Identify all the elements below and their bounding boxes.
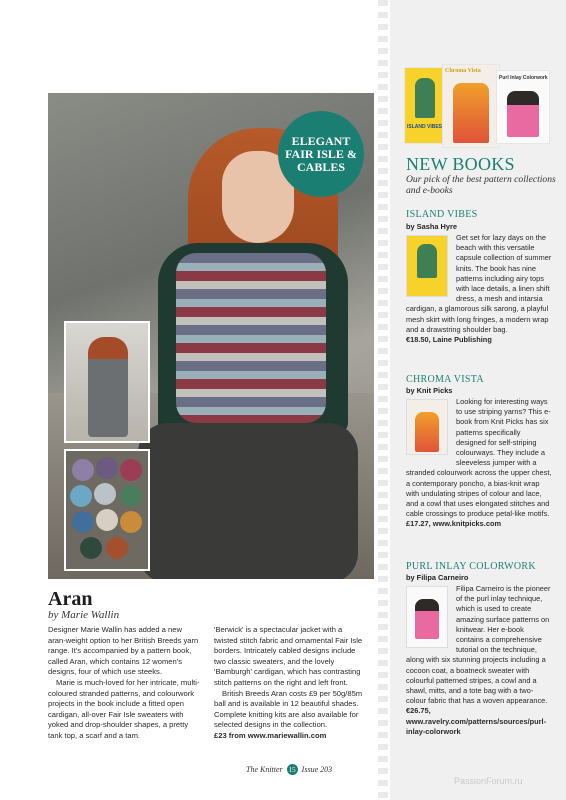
- section-text: Filipa Carneiro is the pioneer of the purl inlay technique, which is used to create amazing surface patterns on knitwear. Her e-book contains a comprehensive tutorial on the technique, along with six stunning projects including a cocoon coat, a boatneck sweater with colourful patterned stripes, a cowl and a shawl, mitts, and a tote bag with a two-colour fabric that has a woven appearance.: [406, 584, 551, 706]
- cardigan-thumbnail: [64, 321, 150, 443]
- cover-model: [507, 91, 539, 137]
- cover-title: ISLAND VIBES: [407, 124, 443, 130]
- section-body: [406, 233, 552, 345]
- purl-inlay-thumbnail: [406, 586, 448, 648]
- sidebar-heading: NEW BOOKS: [406, 154, 515, 174]
- cover-model: [415, 78, 435, 118]
- cover-model: [453, 83, 489, 143]
- paragraph: Marie is much-loved for her intricate, multi-coloured stranded patterns, and colourwork projects in the book include a fitted open cardigan, all-over Fair Isle sweaters with yoked and drop-shoulder shapes, a pretty tank top, a scarf and a tam.: [48, 677, 200, 740]
- purl-inlay-cover: [496, 70, 550, 144]
- fair-isle-vest: [176, 253, 326, 423]
- watermark: PassionForum.ru: [454, 776, 523, 786]
- section-body: [406, 397, 552, 530]
- sidebar-subheading: Our pick of the best pattern collections and e-books: [406, 174, 556, 196]
- section-title: PURL INLAY COLORWORK: [406, 561, 536, 572]
- cover-model: [415, 599, 439, 639]
- paragraph: 'Berwick' is a spectacular jacket with a twisted stitch fabric and ornamental Fair Isle borders. Intricately cabled designs include two classic sweaters, and the lovely 'Bamburgh' cardigan, which has contrasting stitch patterns on the right and left front.: [214, 625, 363, 687]
- article-byline: by Marie Wallin: [48, 609, 120, 621]
- section-title: ISLAND VIBES: [406, 209, 478, 220]
- paragraph: British Breeds Aran costs £9 per 50g/85m ball and is available in 12 beautiful shades. Complete knitting kits are also available for selected designs in the collection.: [214, 688, 363, 730]
- magazine-name: The Knitter: [246, 765, 283, 774]
- section-author: by Filipa Carneiro: [406, 573, 469, 582]
- island-vibes-thumbnail: [406, 235, 448, 297]
- yarn-ball: [70, 485, 92, 507]
- yarn-ball: [120, 459, 142, 481]
- yarn-ball: [96, 457, 118, 479]
- cover-title: Purl Inlay Colorwork: [499, 75, 548, 81]
- feature-badge: ELEGANT FAIR ISLE & CABLES: [278, 111, 364, 197]
- island-vibes-cover: [404, 67, 446, 144]
- yarn-ball: [120, 511, 142, 533]
- chroma-vista-thumbnail: [406, 399, 448, 455]
- yarn-ball: [72, 459, 94, 481]
- decorative-ribbon: [378, 0, 388, 800]
- section-text: Get set for lazy days on the beach with this versatile capsule collection of summer knits. The book has nine patterns including airy tops with lace details, a linen shift dress, a mesh and intarsia cardigan, a glamorous silk sarong, a playful mesh skirt with long fringes, a modern wrap and a drawstring shoulder bag.: [406, 233, 552, 334]
- section-price: €18.50, Laine Publishing: [406, 335, 492, 345]
- cover-model: [417, 244, 437, 278]
- paragraph: Designer Marie Wallin has added a new aran-weight option to her British Breeds yarn range. It's accompanied by a pattern book, called Aran, which contains 12 women's designs, four of which use steeks.: [48, 625, 199, 677]
- section-text: Looking for interesting ways to use striping yarns? This e-book from Knit Picks has six patterns specifically designed for self-striping colourways. They include a sleeveless jumper with a stranded colourwork across the upper chest, a contemporary poncho, a bias-knit wrap with undulating stripes of colour and lace, and a cowl that uses elongated stitches and cable crossings to produce petal-like motifs.: [406, 397, 552, 519]
- section-price: £17.27, www.knitpicks.com: [406, 519, 502, 529]
- article-column-2: [214, 625, 366, 742]
- yarn-thumbnail: [64, 449, 150, 571]
- yarn-ball: [96, 509, 118, 531]
- cover-model: [415, 412, 439, 452]
- yarn-ball: [72, 511, 94, 533]
- section-body: [406, 584, 552, 737]
- article-title: Aran: [48, 588, 93, 610]
- section-title: CHROMA VISTA: [406, 374, 484, 385]
- book-covers: [404, 64, 548, 146]
- article-column-1: [48, 625, 200, 742]
- yarn-ball: [94, 483, 116, 505]
- page-number: 15: [288, 765, 296, 774]
- issue-number: Issue 203: [301, 765, 333, 774]
- page-footer: [246, 764, 332, 775]
- price-line: £23 from www.mariewallin.com: [214, 730, 327, 740]
- cardigan-model: [88, 337, 128, 437]
- cover-title: Chroma Vista: [445, 68, 481, 74]
- chroma-vista-cover: [442, 64, 500, 148]
- yarn-ball: [106, 537, 128, 559]
- section-author: by Sasha Hyre: [406, 222, 457, 231]
- section-price: €26.75, www.ravelry.com/patterns/sources/purl-inlay-colorwork: [406, 706, 547, 736]
- yarn-ball: [120, 485, 142, 507]
- section-author: by Knit Picks: [406, 386, 453, 395]
- yarn-ball: [80, 537, 102, 559]
- model-trousers: [138, 423, 358, 579]
